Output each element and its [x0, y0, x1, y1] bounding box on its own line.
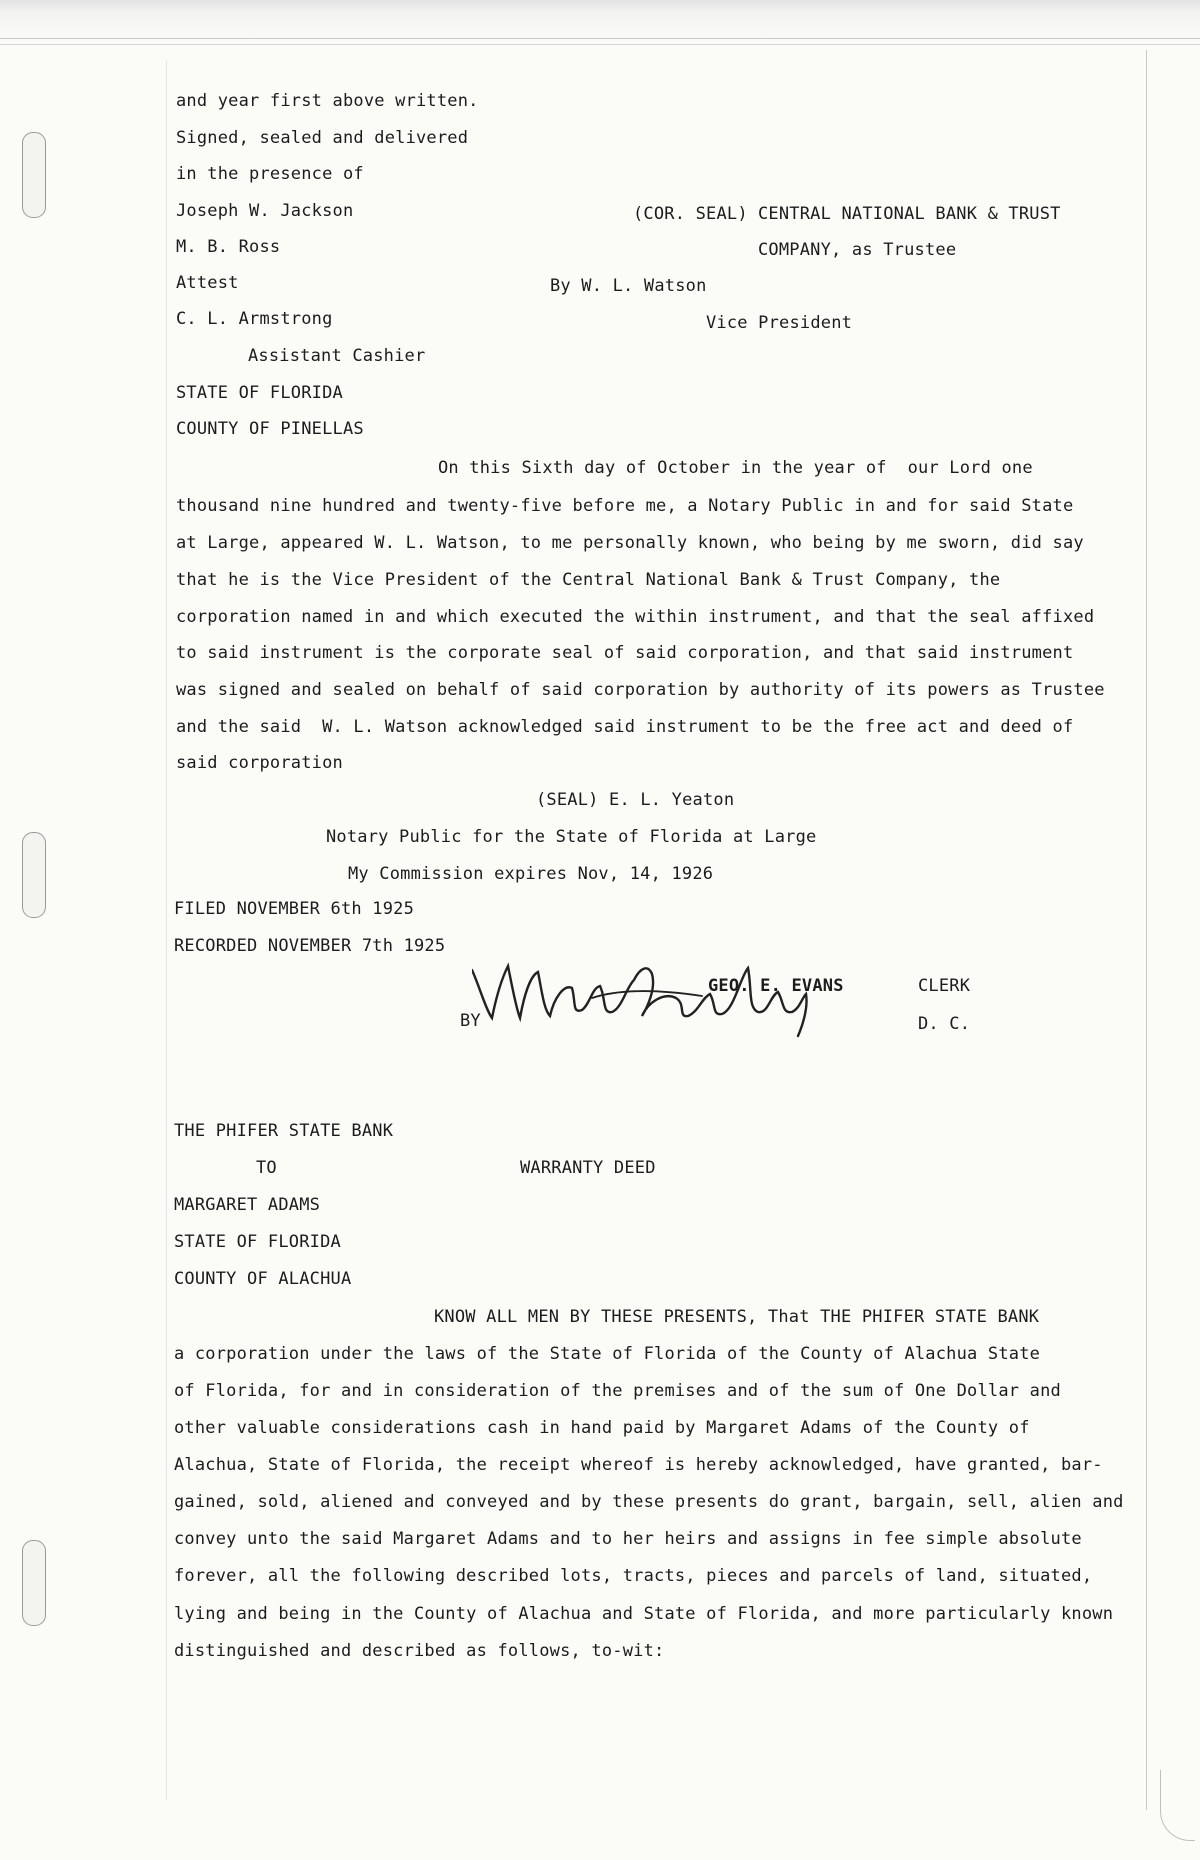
deed-venue-county: COUNTY OF ALACHUA [174, 1269, 352, 1289]
closing-line: and year first above written. [176, 91, 479, 111]
venue-state: STATE OF FLORIDA [176, 383, 343, 403]
acknowledgment-line: to said instrument is the corporate seal of said corporation, and that said instrument [176, 643, 1074, 663]
witness-name: Joseph W. Jackson [176, 201, 354, 221]
attest-label: Attest [176, 273, 239, 293]
binder-hole-bottom [22, 1540, 46, 1626]
signed-sealed-line: Signed, sealed and delivered [176, 128, 469, 148]
right-margin-rule [1146, 50, 1147, 1810]
notary-title: Notary Public for the State of Florida at Large [326, 827, 817, 847]
recorded-date: RECORDED NOVEMBER 7th 1925 [174, 936, 446, 956]
acknowledgment-line: at Large, appeared W. L. Watson, to me personally known, who being by me sworn, did say [176, 533, 1084, 553]
attest-title: Assistant Cashier [248, 346, 426, 366]
deputy-clerk-label: D. C. [918, 1014, 971, 1034]
filed-date: FILED NOVEMBER 6th 1925 [174, 899, 415, 919]
venue-county: COUNTY OF PINELLAS [176, 419, 364, 439]
left-margin-rule [166, 60, 167, 1800]
grantee-name: MARGARET ADAMS [174, 1195, 321, 1215]
presence-line: in the presence of [176, 164, 364, 184]
acknowledgment-line: and the said W. L. Watson acknowledged said instrument to be the free act and deed of [176, 717, 1074, 737]
bank-name-line: COMPANY, as Trustee [758, 240, 957, 260]
acknowledgment-line: thousand nine hundred and twenty-five before me, a Notary Public in and for said State [176, 496, 1074, 516]
acknowledgment-line: was signed and sealed on behalf of said corporation by authority of its powers as Trustee [176, 680, 1105, 700]
corporate-seal-label: (COR. SEAL) [633, 204, 748, 224]
clerk-label: CLERK [918, 976, 971, 996]
acknowledgment-line: that he is the Vice President of the Central National Bank & Trust Company, the [176, 570, 1001, 590]
binder-hole-top [22, 132, 46, 218]
page-corner-curl [1160, 1770, 1195, 1841]
attest-name: C. L. Armstrong [176, 309, 333, 329]
by-label: BY [460, 1011, 481, 1031]
deed-body-line: of Florida, for and in consideration of the premises and of the sum of One Dollar and [174, 1381, 1061, 1401]
deed-venue-state: STATE OF FLORIDA [174, 1232, 341, 1252]
deed-body-line: gained, sold, aliened and conveyed and by these presents do grant, bargain, sell, alien and [174, 1492, 1124, 1512]
witness-name: M. B. Ross [176, 237, 281, 257]
deed-body-line: lying and being in the County of Alachua and State of Florida, and more particularly known [174, 1604, 1114, 1624]
commission-expiry: My Commission expires Nov, 14, 1926 [348, 864, 714, 884]
page-top-edge [0, 0, 1200, 45]
acknowledgment-line: On this Sixth day of October in the year of our Lord one [438, 458, 1033, 478]
acknowledgment-line: corporation named in and which executed the within instrument, and that the seal affixed [176, 607, 1095, 627]
acknowledgment-line: said corporation [176, 753, 343, 773]
deed-body-line: other valuable considerations cash in hand paid by Margaret Adams of the County of [174, 1418, 1030, 1438]
document-title: WARRANTY DEED [520, 1158, 656, 1178]
binder-hole-middle [22, 832, 46, 918]
clerk-name: GEO. E. EVANS [708, 976, 844, 996]
deed-body-line: a corporation under the laws of the State of Florida of the County of Alachua State [174, 1344, 1041, 1364]
deed-body-line: distinguished and described as follows, to-wit: [174, 1641, 665, 1661]
deed-body-line: forever, all the following described lots, tracts, pieces and parcels of land, situated, [174, 1566, 1093, 1586]
signer-title: Vice President [706, 313, 853, 333]
deed-body-line: Alachua, State of Florida, the receipt whereof is hereby acknowledged, have granted, bar- [174, 1455, 1103, 1475]
deed-body-line: convey unto the said Margaret Adams and to her heirs and assigns in fee simple absolute [174, 1529, 1082, 1549]
signer-line: By W. L. Watson [550, 276, 707, 296]
notary-seal-line: (SEAL) E. L. Yeaton [536, 790, 735, 810]
grantor-name: THE PHIFER STATE BANK [174, 1121, 394, 1141]
bank-name-line: CENTRAL NATIONAL BANK & TRUST [758, 204, 1061, 224]
deed-body-line: KNOW ALL MEN BY THESE PRESENTS, That THE PHIFER STATE BANK [434, 1307, 1040, 1327]
handwritten-signature [472, 958, 812, 1038]
to-label: TO [256, 1158, 277, 1178]
